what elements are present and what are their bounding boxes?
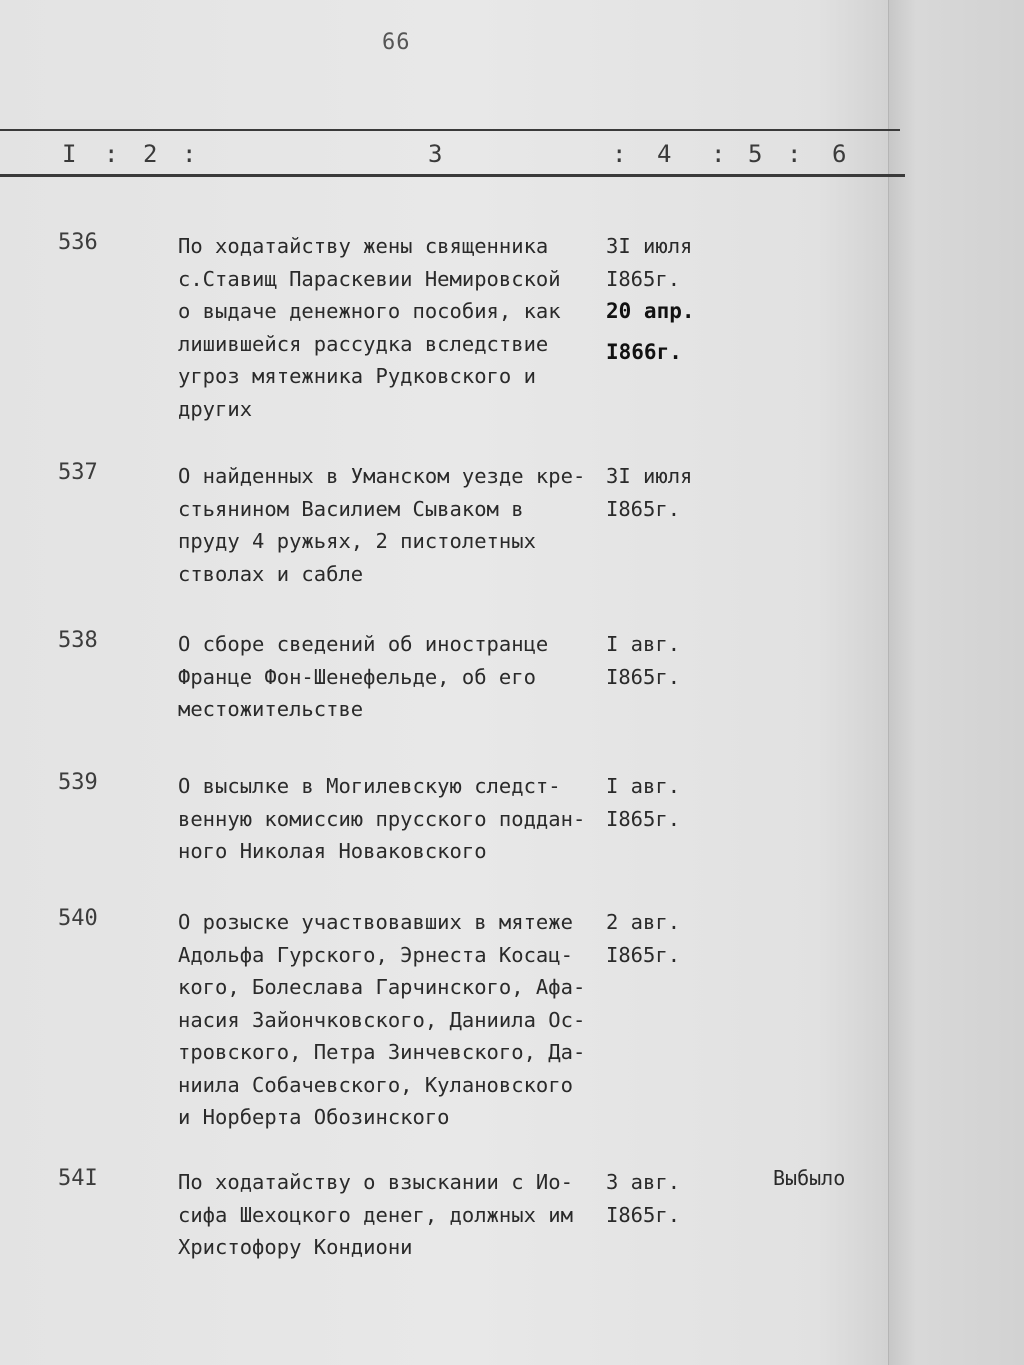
- date-start-line: I865г.: [606, 664, 681, 689]
- entry-number: 537: [58, 460, 98, 485]
- entry-dates: [606, 230, 695, 368]
- date-start-line: I865г.: [606, 496, 681, 521]
- title-line: угроз мятежника Рудковского и: [178, 364, 536, 388]
- title-line: венную комиссию прусского поддан-: [178, 806, 586, 831]
- date-start-line: 2 авг.: [606, 910, 681, 934]
- date-start-line: 3 авг.: [606, 1170, 681, 1194]
- entry-number: 540: [58, 906, 98, 931]
- title-line: местожительстве: [178, 697, 364, 721]
- title-line: с.Ставищ Параскевии Немировской: [178, 266, 561, 291]
- title-line: лишившейся рассудка вследствие: [178, 331, 549, 356]
- date-start-line: I865г.: [606, 806, 681, 831]
- column-header-5: 5: [748, 140, 763, 168]
- column-header-2: 2: [143, 140, 158, 168]
- date-start-line: I865г.: [606, 942, 681, 967]
- column-separator: :: [711, 140, 726, 168]
- title-line: стволах и сабле: [178, 561, 364, 586]
- title-line: кого, Болеслава Гарчинского, Афа-: [178, 975, 586, 999]
- entry-dates: [606, 770, 680, 835]
- title-line: Адольфа Гурского, Эрнеста Косац-: [178, 942, 573, 967]
- title-line: Христофору Кондиони: [178, 1235, 413, 1259]
- title-line: О розыске участвовавших в мятеже: [178, 910, 573, 934]
- title-line: насия Зайончковского, Даниила Ос-: [178, 1007, 586, 1032]
- title-line: По ходатайству жены священника: [178, 234, 549, 258]
- entry-dates: [606, 460, 692, 525]
- header-rule-bottom: [0, 174, 905, 177]
- entry-dates: [606, 906, 680, 971]
- title-line: пруду 4 ружьях, 2 пистолетных: [178, 529, 536, 553]
- entry-title: [178, 906, 618, 1134]
- entry-note: Выбыло: [773, 1166, 846, 1190]
- title-line: О сборе сведений об иностранце: [178, 632, 549, 656]
- column-separator: :: [612, 140, 627, 168]
- entry-dates: [606, 1166, 680, 1231]
- entry-title: [178, 460, 618, 590]
- date-end-line: I866г.: [606, 339, 682, 364]
- column-separator: :: [104, 140, 119, 168]
- entry-number: 538: [58, 628, 98, 653]
- entry-title: [178, 770, 618, 868]
- header-rule-top: [0, 129, 900, 131]
- column-header-3: 3: [428, 140, 443, 168]
- date-start-line: I865г.: [606, 1202, 681, 1227]
- column-separator: :: [787, 140, 802, 168]
- title-line: О высылке в Могилевскую следст-: [178, 774, 561, 798]
- date-start-line: 3I июля: [606, 464, 693, 488]
- title-line: сифа Шехоцкого денег, должных им: [178, 1202, 573, 1227]
- column-separator: :: [182, 140, 197, 168]
- title-line: ниила Собачевского, Кулановского: [178, 1072, 573, 1097]
- title-line: О найденных в Уманском уезде кре-: [178, 464, 586, 488]
- entry-number: 536: [58, 230, 98, 255]
- entry-number: 54I: [58, 1166, 98, 1191]
- column-header-4: 4: [657, 140, 672, 168]
- entry-title: [178, 628, 618, 726]
- title-line: других: [178, 396, 253, 421]
- entry-title: [178, 1166, 618, 1264]
- entry-number: 539: [58, 770, 98, 795]
- page-edge: [888, 0, 1024, 1365]
- title-line: о выдаче денежного пособия, как: [178, 299, 561, 323]
- date-end-line: 20 апр.: [606, 299, 695, 323]
- entry-title: [178, 230, 618, 425]
- date-start-line: I865г.: [606, 266, 681, 291]
- title-line: тровского, Петра Зинчевского, Да-: [178, 1040, 586, 1064]
- date-start-line: I авг.: [606, 774, 681, 798]
- date-start-line: I авг.: [606, 632, 681, 656]
- entry-dates: [606, 628, 680, 693]
- title-line: ного Николая Новаковского: [178, 839, 487, 863]
- column-header-6: 6: [832, 140, 847, 168]
- title-line: стьянином Василием Сываком в: [178, 496, 524, 521]
- page-number: 66: [382, 30, 411, 55]
- date-start-line: 3I июля: [606, 234, 693, 258]
- column-header-1: I: [62, 140, 77, 168]
- title-line: По ходатайству о взыскании с Ио-: [178, 1170, 573, 1194]
- title-line: Франце Фон-Шенефельде, об его: [178, 664, 536, 689]
- title-line: и Норберта Обозинского: [178, 1105, 450, 1129]
